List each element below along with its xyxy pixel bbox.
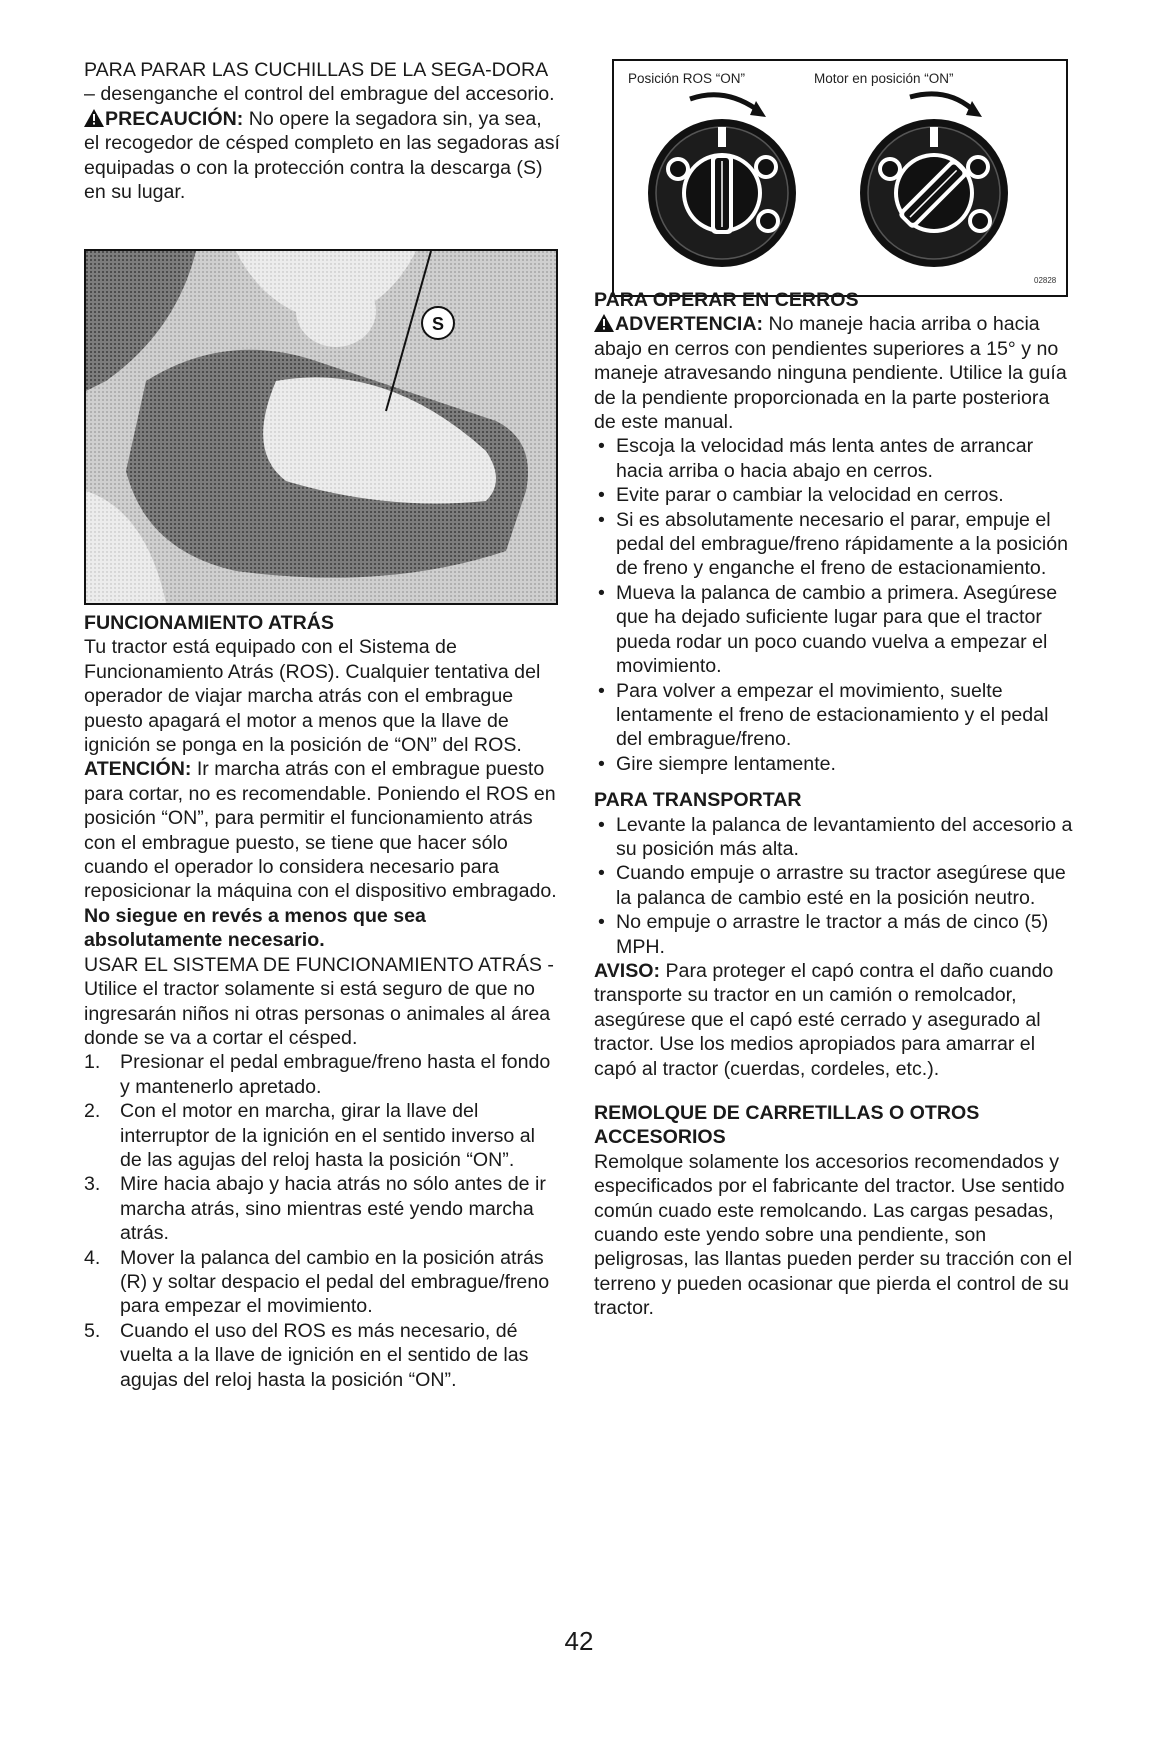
switch-label-motor: Motor en posición “ON” (814, 71, 954, 86)
step-text: Cuando el uso del ROS es más necesario, dé vuelta a la llave de ignición en el sentido de las agujas del reloj hasta la posición “ON”. (120, 1319, 529, 1391)
ignition-switch-figure (612, 59, 1068, 297)
transport-heading: PARA TRANSPORTAR (594, 789, 802, 812)
list-item: • Para volver a empezar el movimiento, suelte lentamente el freno de estacionamiento y el pedal del embrague/freno. (594, 679, 1074, 752)
switch-label-ros: Posición ROS “ON” (628, 71, 746, 86)
ros-heading: FUNCIONAMIENTO ATRÁS (84, 612, 334, 634)
list-item: • Gire siempre lentamente. (594, 752, 1074, 776)
spacer (594, 1081, 1074, 1101)
discharge-guard-photo (84, 249, 558, 605)
step-number: 1. (84, 1051, 101, 1074)
spacer (594, 776, 1074, 788)
notice-paragraph (594, 959, 1074, 1081)
attention-label: ATENCIÓN: (84, 758, 192, 781)
ros-paragraph: Tu tractor está equipado con el Sistema de Funcionamiento Atrás (ROS). Cualquier tentativa del operador de viajar marcha atrás con el embrague puesto apagará el motor a menos que la llave de ignición se ponga en la posición de “ON” del ROS. (84, 636, 541, 757)
list-item (84, 1246, 562, 1319)
warning-label: ADVERTENCIA: (615, 313, 764, 336)
step-number: 3. (84, 1173, 101, 1196)
step-text: Mire hacia abajo y hacia atrás no sólo antes de ir marcha atrás, sino mientras esté yendo marcha atrás. (120, 1173, 546, 1245)
notice-text: Para proteger el capó contra el daño cuando transporte su tractor en un camión o remolcador, asegúrese que el capó esté cerrado y asegurado al tractor. Use los medios apropiados para amarrar el capó al tractor (cuerdas, cordeles, etc.). (594, 959, 1054, 1080)
step-text: Mover la palanca del cambio en la posición atrás (R) y soltar despacio el pedal del embrague/freno para empezar el movimiento. (120, 1246, 550, 1318)
list-item (84, 1319, 562, 1392)
page-number: 42 (564, 1626, 594, 1656)
step-number: 4. (84, 1246, 101, 1269)
transport-bullet-list (594, 813, 1074, 959)
hills-bullet-list (594, 434, 1074, 776)
notice-label: AVISO: (594, 959, 661, 982)
list-item: • Evite parar o cambiar la velocidad en cerros. (594, 483, 1074, 507)
step-text: Con el motor en marcha, girar la llave del interruptor de la ignición en el sentido inverso al de las agujas del reloj hasta la posición “ON”. (120, 1100, 535, 1171)
list-item (84, 1050, 562, 1099)
photo-callout-s: S (431, 314, 445, 334)
step-text: Presionar el pedal embrague/freno hasta el fondo y mantenerlo apretado. (120, 1051, 551, 1098)
figure-code: 02828 (1034, 276, 1057, 285)
list-item: • Escoja la velocidad más lenta antes de arrancar hacia arriba o hacia abajo en cerros. (594, 434, 1074, 483)
right-column (594, 288, 1074, 1321)
left-column-lower (84, 611, 562, 1392)
list-item: • Si es absolutamente necesario el parar, empuje el pedal del embrague/freno rápidamente a la posición de freno y enganche el freno de estacionamiento. (594, 508, 1074, 581)
stop-blades-text: – desenganche el control del embrague del accesorio. (84, 83, 555, 106)
warning-text: No maneje hacia arriba o hacia abajo en cerros con pendientes superiores a 15° y no maneje atravesando ninguna pendiente. Utilice la guía de la pendiente proporcionada en la parte posteriora de este manual. (594, 313, 1067, 434)
warning-triangle-icon (594, 314, 614, 332)
use-ros-paragraph: Utilice el tractor solamente si está seguro de que no ingresarán niños ni otras personas o animales al área donde se va a cortar el césped. (84, 978, 551, 1049)
stop-blades-paragraph (84, 58, 562, 107)
towing-paragraph: Remolque solamente los accesorios recomendados y especificados por el fabricante del tractor. Use sentido común cuado este remolcando. Las cargas pesadas, cuando este yendo sobre una pendiente, son peligrosas, las llantas pueden perder su tracción con el terreno y pueden ocasionar que pierda el control de su tractor. (594, 1150, 1073, 1320)
attention-text: Ir marcha atrás con el embrague puesto para cortar, no es recomendable. Poniendo el ROS en posición “ON”, para permitir el funcionamiento atrás con el embrague puesto, se tiene que hacer sólo cuando el operador lo considera necesario para reposicionar la máquina con el dispositivo embragado. (84, 758, 557, 903)
attention-paragraph (84, 757, 562, 952)
ros-steps-list (84, 1050, 562, 1392)
list-item: • Levante la palanca de levantamiento del accesorio a su posición más alta. (594, 813, 1074, 862)
warning-paragraph (594, 312, 1074, 434)
warning-triangle-icon (84, 109, 104, 127)
ignition-switch-ros-icon (648, 95, 796, 267)
left-column (84, 58, 562, 204)
list-item (84, 1172, 562, 1245)
list-item: • Mueva la palanca de cambio a primera. Asegúrese que ha dejado suficiente lugar para que el tractor pueda rodar un poco cuando vuelva a empezar el movimiento. (594, 581, 1074, 679)
precaution-text: No opere la segadora sin, ya sea, el recogedor de césped completo en las segadoras así equipadas o con la protección contra la descarga (S) en su lugar. (84, 107, 560, 204)
precaution-label: PRECAUCIÓN: (105, 107, 244, 130)
use-ros-heading: USAR EL SISTEMA DE FUNCIONAMIENTO ATRÁS - (84, 953, 554, 976)
step-number: 5. (84, 1319, 101, 1342)
hills-heading: PARA OPERAR EN CERROS (594, 289, 859, 311)
list-item (84, 1099, 562, 1172)
list-item: • No empuje o arrastre le tractor a más de cinco (5) MPH. (594, 910, 1074, 959)
stop-blades-lead: PARA PARAR LAS CUCHILLAS DE LA SEGA-DORA (84, 59, 548, 81)
towing-heading: REMOLQUE DE CARRETILLAS O OTROS ACCESORIOS (594, 1102, 980, 1149)
list-item: • Cuando empuje o arrastre su tractor asegúrese que la palanca de cambio esté en la posición neutro. (594, 861, 1074, 910)
attention-bold-text: No siegue en revés a menos que sea absolutamente necesario. (84, 904, 426, 952)
precaution-paragraph (84, 107, 562, 205)
step-number: 2. (84, 1100, 101, 1123)
ignition-switch-motor-icon (860, 94, 1008, 267)
